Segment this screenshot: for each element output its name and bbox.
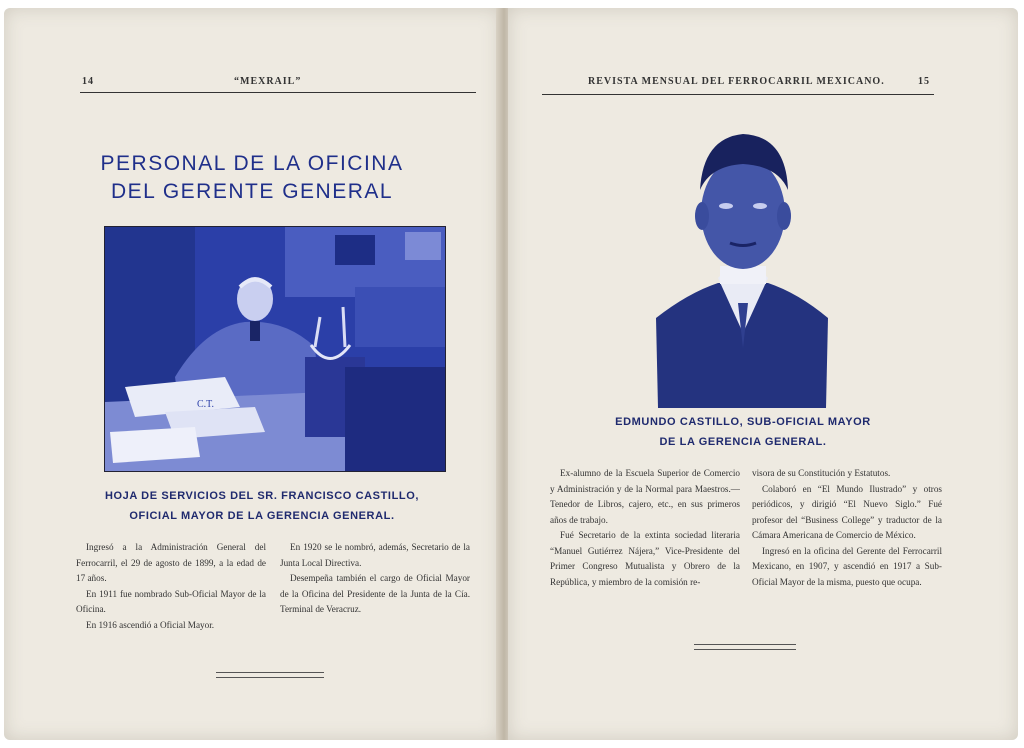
paragraph: Colaboró en “El Mundo Ilustrado” y otros periódicos, y dirigió “El Nuevo Siglo.” Fué profesor del “Business College” y traductor de la Cámara Americana de Comercio de México. xyxy=(752,483,942,540)
page-number: 15 xyxy=(918,76,930,87)
end-rule xyxy=(216,672,324,678)
portrait-illustration xyxy=(648,118,838,408)
office-photo-illustration xyxy=(105,227,445,471)
page-title-line1: PERSONAL DE LA OFICINA xyxy=(100,152,404,175)
paragraph: Ex-alumno de la Escuela Superior de Comercio y Administración y de la Normal para Maestros.—Tenedor de Libros, cajero, etc., en sus primeros años de trabajo. xyxy=(550,468,740,525)
photo-caption-line2: OFICIAL MAYOR DE LA GERENCIA GENERAL. xyxy=(129,510,395,522)
paper-text: C.T. xyxy=(197,399,215,410)
photo-caption-line1: HOJA DE SERVICIOS DEL SR. FRANCISCO CASTILLO, xyxy=(104,490,420,502)
portrait-caption-line1: EDMUNDO CASTILLO, SUB-OFICIAL MAYOR xyxy=(615,416,871,428)
right-page xyxy=(508,8,1018,740)
paragraph: Ingresó a la Administración General del Ferrocarril, el 29 de agosto de 1899, a la edad de 17 años. xyxy=(76,542,266,583)
photo-francisco-castillo xyxy=(104,226,446,472)
left-column-2 xyxy=(280,540,470,618)
header-rule xyxy=(80,92,476,93)
header-rule xyxy=(542,94,934,95)
portrait-edmundo-castillo xyxy=(648,118,838,408)
paragraph: Desempeña también el cargo de Oficial Mayor de la Oficina del Presidente de la Junta de la Cía. Terminal de Veracruz. xyxy=(280,573,470,614)
page-title-line2: DEL GERENTE GENERAL xyxy=(110,180,394,203)
left-column-1 xyxy=(76,540,266,633)
paragraph: En 1920 se le nombró, además, Secretario de la Junta Local Directiva. xyxy=(280,542,470,568)
paragraph: En 1911 fue nombrado Sub-Oficial Mayor de la Oficina. xyxy=(76,588,266,614)
left-page xyxy=(4,8,500,740)
paragraph: Ingresó en la oficina del Gerente del Ferrocarril Mexicano, en 1907, y ascendió en 1917 a Sub-Oficial Mayor de la misma, puesto que ocupa. xyxy=(752,545,942,587)
running-head: “MEXRAIL” xyxy=(234,76,302,87)
paragraph: En 1916 ascendió a Oficial Mayor. xyxy=(86,619,215,630)
paragraph: visora de su Constitución y Estatutos. xyxy=(752,468,891,478)
portrait-caption-line2: DE LA GERENCIA GENERAL. xyxy=(659,436,827,448)
right-column-1 xyxy=(550,466,740,590)
paragraph: Fué Secretario de la extinta sociedad literaria “Manuel Gutiérrez Nájera,” Vice-Presidente del Primer Congreso Mutualista y Obrero de la República, y miembro de la comisión re- xyxy=(550,530,740,587)
end-rule xyxy=(694,644,796,650)
page-number: 14 xyxy=(82,76,94,87)
running-head: REVISTA MENSUAL DEL FERROCARRIL MEXICANO. xyxy=(588,76,885,87)
right-column-2 xyxy=(752,466,942,590)
